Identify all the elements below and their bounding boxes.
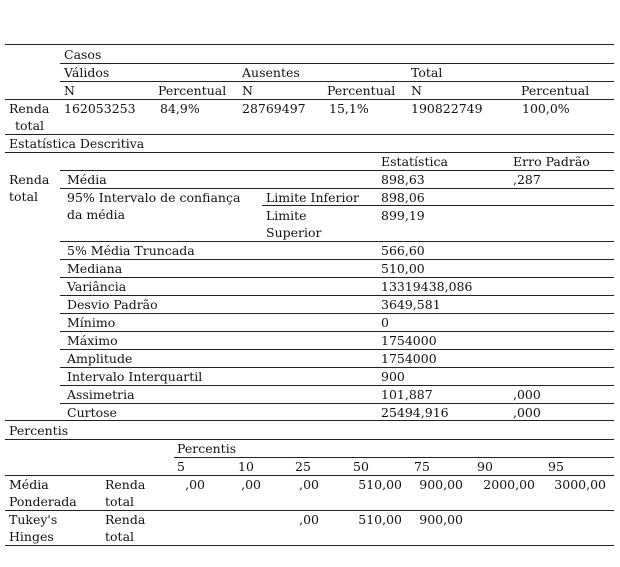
rule [60, 295, 614, 296]
rule [60, 81, 614, 82]
total-header: Total [411, 65, 443, 80]
media-ponderada-value: ,00 [241, 477, 261, 492]
stat-label: Amplitude [67, 351, 133, 366]
stat-value: 1754000 [381, 333, 437, 348]
limite-superior-label-2: Superior [266, 225, 322, 240]
ausentes-n-header: N [242, 83, 253, 98]
stat-value: 13319438,086 [381, 279, 473, 294]
rule [5, 99, 614, 100]
total-n-header: N [411, 83, 422, 98]
stat-label: Desvio Padrão [67, 297, 158, 312]
erro-padrao-header: Erro Padrão [513, 154, 590, 169]
rule [5, 545, 614, 546]
tukey-renda-label: Renda [105, 512, 146, 527]
limite-inferior-label: Limite Inferior [266, 190, 360, 205]
stat-label: Intervalo Interquartil [67, 369, 203, 384]
ausentes-header: Ausentes [242, 65, 300, 80]
validos-pct-header: Percentual [158, 83, 227, 98]
stat-label: Máximo [67, 333, 118, 348]
stat-label: Mínimo [67, 315, 116, 330]
stat-value: 1754000 [381, 351, 437, 366]
stat-label: Mediana [67, 261, 123, 276]
percentil-col-90: 90 [477, 459, 493, 474]
media-ponderada-value: ,00 [299, 477, 319, 492]
media-ponderada-value: 2000,00 [483, 477, 535, 492]
stat-value: 101,887 [381, 387, 433, 402]
stat-label: 5% Média Truncada [67, 243, 195, 258]
validos-header: Válidos [64, 65, 110, 80]
stat-value: 25494,916 [381, 405, 449, 420]
percentil-col-5: 5 [177, 459, 185, 474]
validos-n-value: 162053253 [64, 101, 136, 116]
ausentes-pct-header: Percentual [327, 83, 396, 98]
tukey-label: Tukey's [9, 512, 58, 527]
rule [60, 403, 614, 404]
stat-value: 898,06 [381, 190, 425, 205]
rule [60, 259, 614, 260]
stat-error: ,000 [513, 405, 541, 420]
rule [60, 367, 614, 368]
rule [60, 349, 614, 350]
casos-row-label-2: total [15, 118, 45, 133]
media-ponderada-value: 510,00 [358, 477, 402, 492]
rule [60, 241, 614, 242]
descritiva-group-label: Renda [9, 172, 50, 187]
percentil-col-95: 95 [548, 459, 564, 474]
estatistica-header: Estatística [381, 154, 448, 169]
descritiva-title: Estatística Descritiva [9, 136, 145, 151]
stat-value: 898,63 [381, 172, 425, 187]
rule [60, 385, 614, 386]
rule [60, 170, 614, 171]
validos-n-header: N [64, 83, 75, 98]
limite-superior-label: Limite [266, 208, 307, 223]
tukey-value: ,00 [299, 512, 319, 527]
media-ponderada-value: 900,00 [419, 477, 463, 492]
validos-pct-value: 84,9% [160, 101, 200, 116]
ic-label-2: da média [67, 207, 126, 222]
media-ponderada-value: ,00 [185, 477, 205, 492]
rule [60, 277, 614, 278]
stat-value: 566,60 [381, 243, 425, 258]
stat-value: 3649,581 [381, 297, 441, 312]
stat-error: ,287 [513, 172, 541, 187]
ausentes-pct-value: 15,1% [329, 101, 369, 116]
rule [60, 313, 614, 314]
stat-label: Variância [67, 279, 127, 294]
stat-error: ,000 [513, 387, 541, 402]
stat-value: 899,19 [381, 208, 425, 223]
media-renda-label: Renda [105, 477, 146, 492]
media-ponderada-value: 3000,00 [554, 477, 606, 492]
ausentes-n-value: 28769497 [242, 101, 306, 116]
percentis-title: Percentis [9, 423, 69, 438]
stat-value: 900 [381, 369, 405, 384]
percentil-col-25: 25 [295, 459, 311, 474]
media-ponderada-label: Média [9, 477, 49, 492]
rule [262, 205, 614, 206]
media-renda-label-2: total [105, 494, 135, 509]
rule [174, 457, 614, 458]
rule [5, 134, 614, 135]
tukey-label-2: Hinges [9, 529, 54, 544]
rule [60, 188, 614, 189]
percentis-subheader: Percentis [177, 441, 237, 456]
rule [5, 44, 614, 45]
rule [60, 331, 614, 332]
ic-label: 95% Intervalo de confiança [67, 190, 241, 205]
rule [5, 475, 614, 476]
casos-header: Casos [64, 47, 102, 62]
rule [5, 439, 614, 440]
stat-label: Assimetria [67, 387, 135, 402]
percentil-col-10: 10 [238, 459, 254, 474]
total-pct-header: Percentual [521, 83, 590, 98]
rule [5, 510, 614, 511]
tukey-value: 510,00 [358, 512, 402, 527]
percentil-col-50: 50 [353, 459, 369, 474]
tukey-value: 900,00 [419, 512, 463, 527]
stat-label: Média [67, 172, 107, 187]
casos-row-label: Renda [9, 101, 50, 116]
rule [60, 63, 614, 64]
total-pct-value: 100,0% [522, 101, 570, 116]
stat-label: Curtose [67, 405, 117, 420]
tukey-renda-label-2: total [105, 529, 135, 544]
percentil-col-75: 75 [414, 459, 430, 474]
media-ponderada-label-2: Ponderada [9, 494, 77, 509]
stat-value: 0 [381, 315, 389, 330]
descritiva-group-label-2: total [9, 189, 39, 204]
total-n-value: 190822749 [411, 101, 483, 116]
stat-value: 510,00 [381, 261, 425, 276]
rule [5, 420, 614, 421]
rule [5, 152, 614, 153]
